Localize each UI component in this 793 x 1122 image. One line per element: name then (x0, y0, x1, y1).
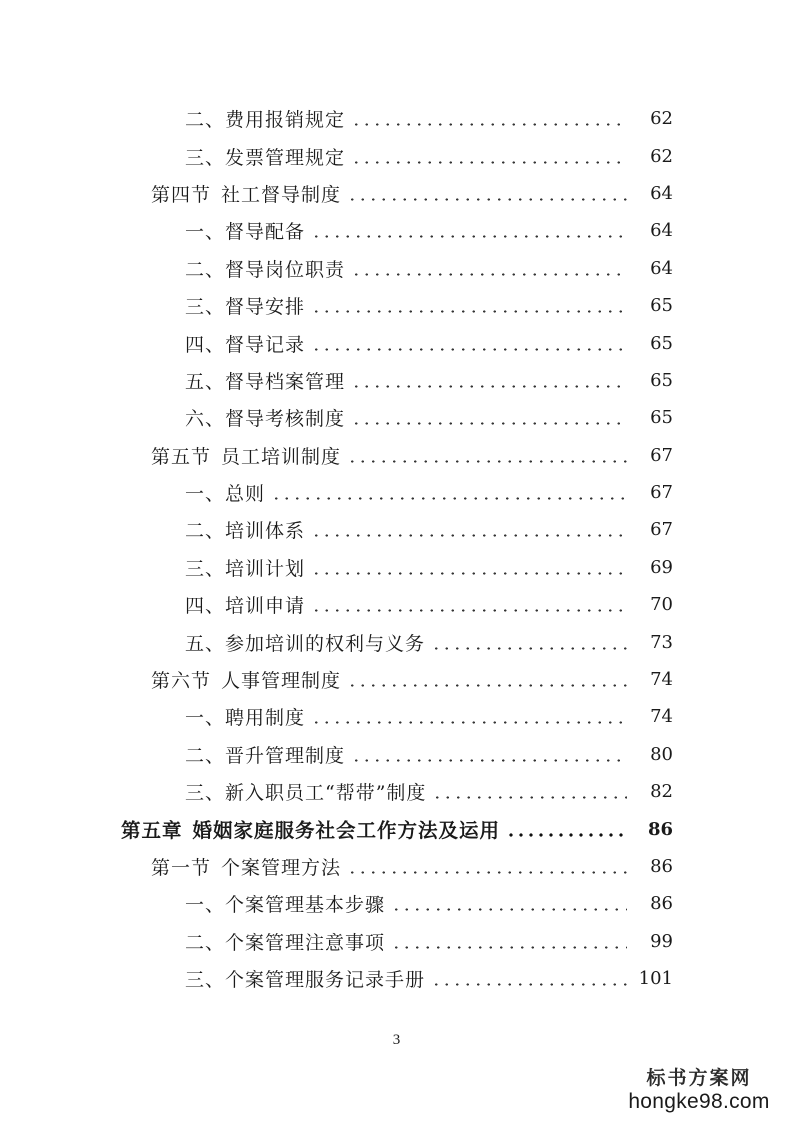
dot-leader (271, 497, 627, 500)
toc-entry-item (0, 324, 793, 361)
toc-entry-label: 三、培训计划 (185, 557, 306, 580)
toc-entry-page: 74 (650, 669, 673, 691)
page-number: 3 (392, 1032, 401, 1048)
dot-leader (347, 871, 627, 874)
toc-entry-item (0, 586, 793, 623)
dot-leader (351, 123, 627, 126)
dot-leader (351, 273, 627, 276)
toc-entry-label: 六、督导考核制度 (185, 408, 346, 431)
toc-entry-number: 第四节 (151, 183, 212, 206)
dot-leader (311, 572, 627, 575)
dot-leader (391, 946, 627, 949)
toc-entry-label: 二、晋升管理制度 (185, 744, 346, 767)
toc-entry-item (0, 100, 793, 137)
dot-leader (347, 460, 627, 463)
dot-leader (311, 310, 627, 313)
toc-entry-section (0, 175, 793, 212)
toc-entry-item (0, 549, 793, 586)
dot-leader (311, 235, 627, 238)
toc-entry-page: 80 (650, 743, 673, 765)
toc-entry-number: 第五节 (151, 445, 212, 468)
toc-entry-label: 一、总则 (185, 483, 266, 506)
toc-entry-page: 74 (650, 706, 673, 728)
dot-leader (506, 833, 627, 837)
dot-leader (351, 759, 627, 762)
toc-entry-page: 65 (650, 295, 673, 317)
dot-leader (347, 684, 627, 687)
toc-entry-item (0, 250, 793, 287)
toc-entry-label: 四、培训申请 (185, 595, 306, 618)
toc-entry-label: 四、督导记录 (185, 333, 306, 356)
dot-leader (311, 348, 627, 351)
toc-entry-label: 二、督导岗位职责 (185, 258, 346, 281)
dot-leader (311, 609, 627, 612)
toc-entry-item (0, 623, 793, 660)
toc-entry-page: 86 (650, 856, 673, 877)
toc-entry-item (0, 885, 793, 922)
toc-entry-label: 一、个案管理基本步骤 (185, 894, 386, 917)
toc-entry-item (0, 960, 793, 997)
toc-entry-item (0, 736, 793, 773)
toc-entry-page: 82 (650, 781, 673, 803)
dot-leader (431, 647, 627, 650)
toc-entry-label: 三、督导安排 (185, 296, 306, 319)
toc-entry-label: 婚姻家庭服务社会工作方法及运用 (192, 819, 501, 843)
toc-entry-item (0, 399, 793, 436)
table-of-contents (0, 100, 793, 997)
toc-entry-page: 64 (650, 220, 673, 242)
toc-entry-label: 二、培训体系 (185, 520, 306, 543)
dot-leader (431, 983, 627, 986)
toc-entry-label: 社工督导制度 (221, 183, 342, 206)
toc-entry-page: 67 (650, 444, 673, 466)
watermark-url: hongke98.com (628, 1090, 770, 1113)
toc-entry-page: 64 (650, 257, 673, 279)
dot-leader (432, 796, 627, 799)
toc-entry-page: 73 (650, 631, 673, 653)
toc-entry-label: 二、个案管理注意事项 (185, 931, 386, 954)
toc-entry-label: 三、发票管理规定 (185, 146, 346, 169)
watermark-title: 标书方案网 (646, 1067, 752, 1089)
toc-entry-label: 个案管理方法 (221, 857, 342, 879)
toc-entry-label: 人事管理制度 (221, 670, 342, 693)
toc-entry-page: 67 (650, 519, 673, 541)
toc-entry-page: 86 (650, 893, 673, 915)
toc-entry-label: 一、督导配备 (185, 221, 306, 244)
toc-entry-page: 62 (650, 145, 673, 167)
toc-entry-page: 67 (650, 482, 673, 504)
dot-leader (351, 385, 627, 388)
toc-entry-label: 三、新入职员工“帮带”制度 (185, 782, 427, 805)
toc-entry-section (0, 661, 793, 698)
toc-entry-page: 99 (650, 930, 673, 952)
toc-entry-page: 62 (650, 108, 673, 130)
dot-leader (311, 721, 627, 724)
toc-entry-label: 二、费用报销规定 (185, 109, 346, 132)
dot-leader (391, 908, 627, 911)
toc-entry-number: 第五章 (121, 819, 183, 843)
toc-entry-item (0, 137, 793, 174)
toc-entry-page: 70 (650, 594, 673, 616)
dot-leader (311, 534, 627, 537)
toc-entry-chapter (0, 810, 793, 847)
toc-entry-number: 第六节 (151, 670, 212, 693)
toc-entry-item (0, 212, 793, 249)
toc-entry-item (0, 698, 793, 735)
toc-entry-page: 69 (650, 556, 673, 578)
toc-entry-label: 员工培训制度 (221, 445, 342, 468)
toc-entry-label: 一、聘用制度 (185, 707, 306, 730)
toc-entry-label: 三、个案管理服务记录手册 (185, 969, 426, 992)
toc-entry-page: 64 (650, 182, 673, 204)
toc-entry-item (0, 362, 793, 399)
toc-entry-label: 五、参加培训的权利与义务 (185, 632, 426, 655)
toc-entry-section (0, 848, 793, 885)
dot-leader (351, 422, 627, 425)
toc-entry-item (0, 923, 793, 960)
toc-entry-item (0, 511, 793, 548)
toc-entry-page: 86 (647, 818, 673, 840)
toc-entry-item (0, 287, 793, 324)
toc-entry-page: 101 (638, 968, 673, 990)
watermark (619, 1063, 779, 1114)
toc-entry-page: 65 (650, 407, 673, 429)
toc-entry-label: 五、督导档案管理 (185, 370, 346, 393)
dot-leader (347, 198, 627, 201)
toc-entry-page: 65 (650, 369, 673, 391)
toc-entry-number: 第一节 (151, 857, 212, 879)
toc-entry-page: 65 (650, 332, 673, 354)
dot-leader (351, 161, 627, 164)
toc-entry-item (0, 773, 793, 810)
toc-entry-section (0, 437, 793, 474)
toc-entry-item (0, 474, 793, 511)
